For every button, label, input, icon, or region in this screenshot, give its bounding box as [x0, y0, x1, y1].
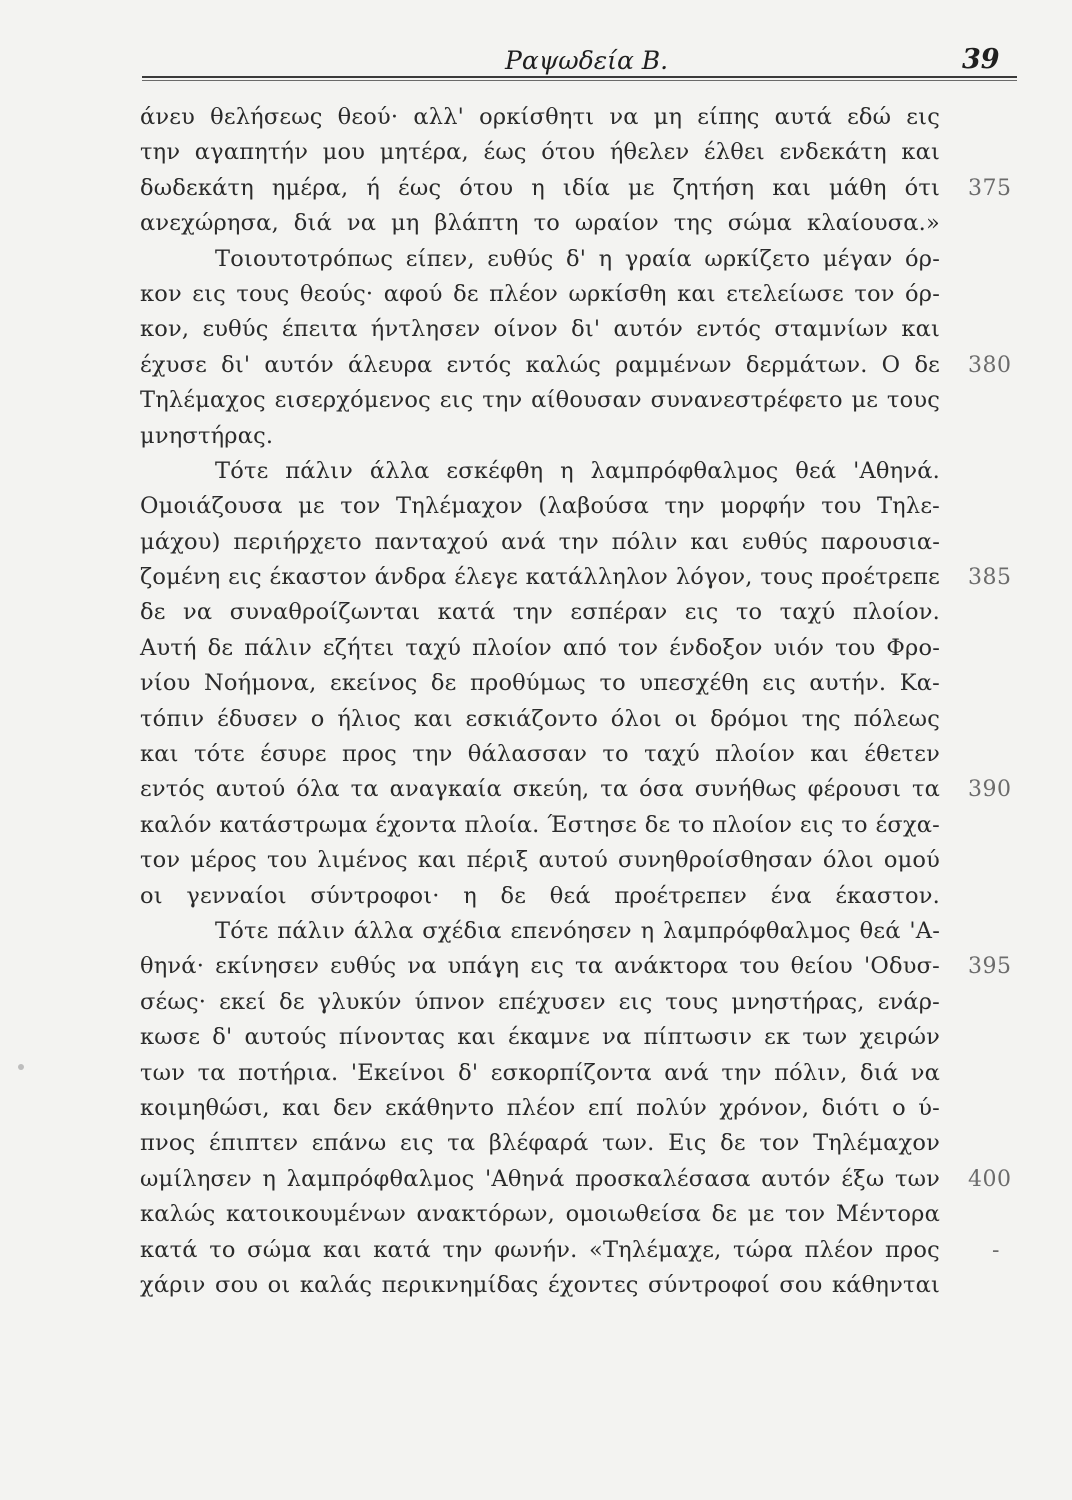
- line-text: Τοιουτοτρόπως είπεν, ευθύς δ' η γραία ωρκίζετο μέγαν όρ-: [215, 245, 941, 272]
- text-line: [140, 206, 940, 241]
- text-line: [140, 595, 940, 630]
- line-text: ανεχώρησα, διά να μη βλάπτη το ωραίον της σώμα κλαίουσα.»: [140, 210, 940, 237]
- line-text: μάχου) περιήρχετο πανταχού ανά την πόλιν και ευθύς παρουσια-: [140, 528, 941, 555]
- line-text: κοιμηθώσι, και δεν εκάθηντο πλέον επί πολύν χρόνον, διότι ο ύ-: [140, 1094, 940, 1121]
- text-line: [140, 100, 940, 135]
- text-line: [140, 843, 940, 878]
- text-line: [140, 1126, 940, 1161]
- line-text: δε να συναθροίζωνται κατά την εσπέραν εις το ταχύ πλοίον.: [140, 599, 941, 626]
- line-text: δωδεκάτη ημέρα, ή έως ότου η ιδία με ζητήση και μάθη ότι: [140, 174, 941, 201]
- line-text: κατά το σώμα και κατά την φωνήν. «Τηλέμαχε, τώρα πλέον προς: [140, 1236, 940, 1263]
- text-line: [140, 1091, 940, 1126]
- line-text: χάριν σου οι καλάς περικνημίδας έχοντες σύντροφοί σου κάθηνται: [140, 1271, 941, 1298]
- text-line: [140, 914, 940, 949]
- text-line: [140, 772, 1012, 807]
- text-line: [140, 737, 940, 772]
- line-number: 380: [968, 352, 1012, 378]
- margin-speck: [18, 1064, 24, 1070]
- line-text: εντός αυτού όλα τα αναγκαία σκεύη, τα όσα συνήθως φέρουσι τα: [140, 776, 941, 803]
- text-line: [140, 348, 1012, 383]
- line-text: κον, ευθύς έπειτα ήντλησεν οίνον δι' αυτόν εντός σταμνίων και: [140, 316, 941, 343]
- header-rule: [142, 76, 1017, 78]
- text-line: [140, 1162, 1012, 1197]
- text-line: [140, 1056, 940, 1091]
- text-line: [140, 489, 940, 524]
- line-text: κον εις τους θεούς· αφού δε πλέον ωρκίσθη και ετελείωσε τον όρ-: [140, 280, 940, 307]
- line-number: 395: [968, 954, 1012, 980]
- line-text: την αγαπητήν μου μητέρα, έως ότου ήθελεν έλθει ενδεκάτη και: [140, 139, 941, 166]
- line-number: 400: [968, 1166, 1012, 1192]
- page-header: [0, 40, 1072, 80]
- line-text: σέως· εκεί δε γλυκύν ύπνον επέχυσεν εις τους μνηστήρας, ενάρ-: [140, 988, 940, 1015]
- line-text: τον μέρος του λιμένος και πέριξ αυτού συνηθροίσθησαν όλοι ομού: [140, 847, 941, 874]
- text-line: [140, 419, 940, 454]
- line-text: μνηστήρας.: [140, 422, 274, 449]
- margin-dash: -: [992, 1237, 1000, 1263]
- line-text: ζομένη εις έκαστον άνδρα έλεγε κατάλληλον λόγον, τους προέτρεπε: [140, 564, 941, 591]
- text-line: [140, 879, 940, 914]
- line-text: κωσε δ' αυτούς πίνοντας και έκαμνε να πίπτωσιν εκ των χειρών: [140, 1024, 941, 1051]
- text-line: [140, 242, 940, 277]
- line-text: νίου Νοήμονα, εκείνος δε προθύμως το υπεσχέθη εις αυτήν. Κα-: [140, 670, 940, 697]
- line-text: τόπιν έδυσεν ο ήλιος και εσκιάζοντο όλοι οι δρόμοι της πόλεως: [140, 705, 940, 732]
- line-number: 390: [968, 777, 1012, 803]
- line-text: καλόν κατάστρωμα έχοντα πλοία. Έστησε δε το πλοίον εις το έσχα-: [140, 811, 940, 838]
- text-line: [140, 171, 1012, 206]
- running-head: Ραψωδεία Β.: [505, 46, 669, 75]
- text-line: [140, 702, 940, 737]
- text-line: [140, 383, 940, 418]
- line-number: 375: [968, 175, 1012, 201]
- text-line: [140, 277, 940, 312]
- line-text: καλώς κατοικουμένων ανακτόρων, ομοιωθείσα δε με τον Μέντορα: [140, 1201, 941, 1228]
- text-line: [140, 1268, 940, 1303]
- text-line: [140, 312, 940, 347]
- text-line: [140, 631, 940, 666]
- text-line: [140, 454, 940, 489]
- line-text: και τότε έσυρε προς την θάλασσαν το ταχύ πλοίον και έθετεν: [140, 741, 941, 768]
- line-text: πνος έπιπτεν επάνω εις τα βλέφαρά των. Εις δε τον Τηλέμαχον: [140, 1130, 940, 1157]
- line-text: έχυσε δι' αυτόν άλευρα εντός καλώς ραμμένων δερμάτων. Ο δε: [140, 351, 941, 378]
- text-line: [140, 1197, 940, 1232]
- line-text: Τότε πάλιν άλλα σχέδια επενόησεν η λαμπρόφθαλμος θεά 'Α-: [215, 917, 941, 944]
- text-line: [140, 135, 940, 170]
- line-text: Τηλέμαχος εισερχόμενος εις την αίθουσαν συνανεστρέφετο με τους: [140, 387, 941, 414]
- text-line: [140, 1020, 940, 1055]
- line-number: 385: [968, 565, 1012, 591]
- text-line: [140, 1233, 1000, 1268]
- body-text: [140, 100, 1012, 1303]
- text-line: [140, 666, 940, 701]
- line-text: Αυτή δε πάλιν εζήτει ταχύ πλοίον από τον ένδοξον υιόν του Φρο-: [140, 634, 941, 661]
- line-text: Ομοιάζουσα με τον Τηλέμαχον (λαβούσα την μορφήν του Τηλε-: [140, 493, 940, 520]
- line-text: άνευ θελήσεως θεού· αλλ' ορκίσθητι να μη είπης αυτά εδώ εις: [140, 104, 940, 130]
- line-text: θηνά· εκίνησεν ευθύς να υπάγη εις τα ανάκτορα του θείου 'Οδυσ-: [140, 953, 940, 980]
- text-line: [140, 525, 940, 560]
- page-number: 39: [962, 44, 1000, 75]
- header-rule-secondary: [142, 80, 1017, 81]
- text-line: [140, 808, 940, 843]
- text-line: [140, 949, 1012, 984]
- text-line: [140, 985, 940, 1020]
- text-line: [140, 560, 1012, 595]
- line-text: των τα ποτήρια. 'Εκείνοι δ' εσκορπίζοντα ανά την πόλιν, διά να: [140, 1059, 940, 1086]
- line-text: ωμίλησεν η λαμπρόφθαλμος 'Αθηνά προσκαλέσασα αυτόν έξω των: [140, 1165, 941, 1192]
- line-text: Τότε πάλιν άλλα εσκέφθη η λαμπρόφθαλμος θεά 'Αθηνά.: [215, 457, 940, 484]
- line-text: οι γενναίοι σύντροφοι· η δε θεά προέτρεπεν ένα έκαστον.: [140, 882, 941, 909]
